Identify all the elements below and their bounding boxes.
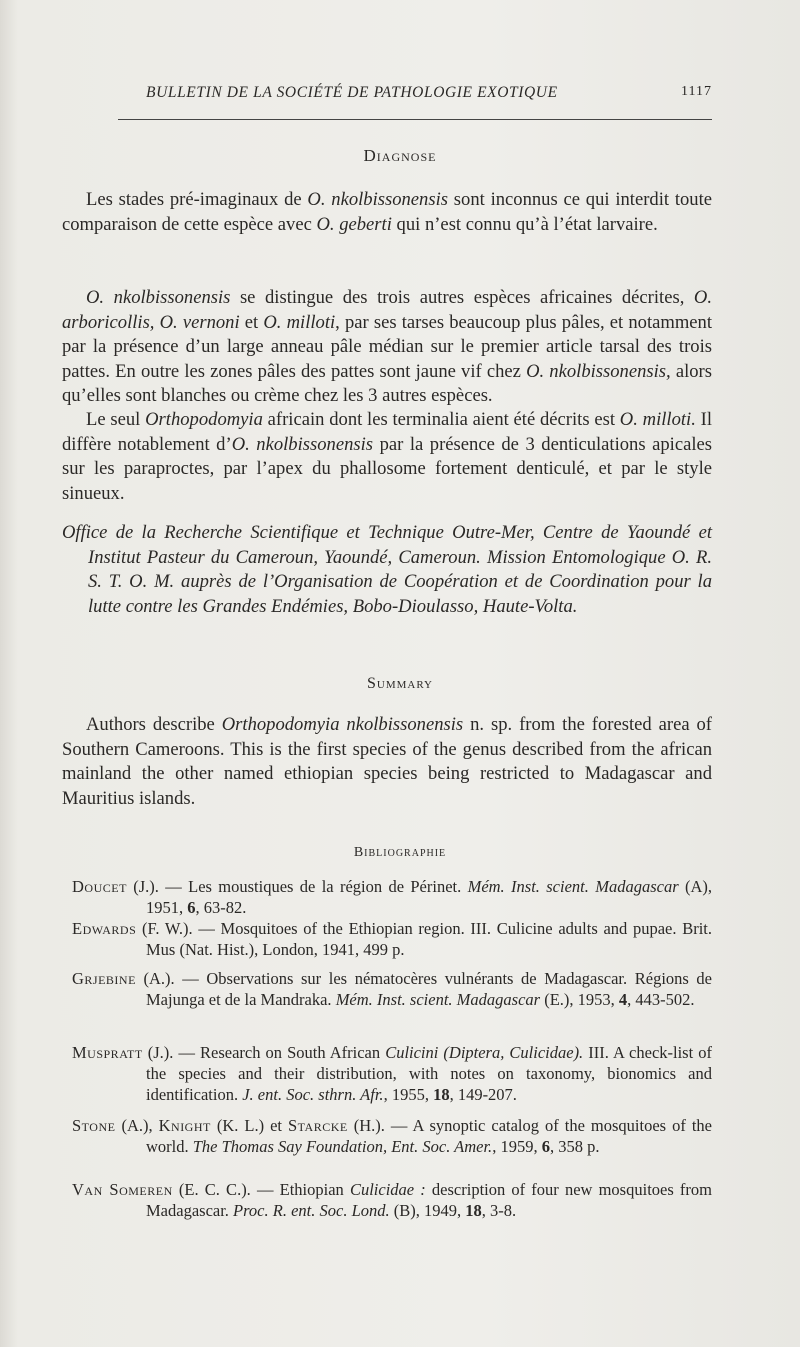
diagnose-paragraph-1: Les stades pré-imaginaux de O. nkolbissonensis sont inconnus ce qui interdit toute comparaison de cette espèce avec O. geberti qui n’est connu qu’à l’état larvaire. [62,189,712,235]
bibliography-heading: Bibliographie [353,845,447,860]
diagnose-paragraph-3: Le seul Orthopodomyia africain dont les terminalia aient été décrits est O. milloti. Il diffère notablement d’O. nkolbissonensis par la présence de 3 denticulations apicales sur les paraproctes, par l’apex du phallosome fortement denticulé, et par le style sinueux. [62,409,713,504]
reference-doucet: Doucet (J.). — Les moustiques de la région de Périnet. Mém. Inst. scient. Madagascar (A), 1951, 6, 63-82. [72,877,712,917]
summary-heading: Summary [366,675,434,692]
reference-edwards: Edwards (F. W.). — Mosquitoes of the Ethiopian region. III. Culicine adults and pupae. Brit. Mus (Nat. Hist.), London, 1941, 499 p. [72,919,712,959]
diagnose-paragraph-2: O. nkolbissonensis se distingue des trois autres espèces africaines décrites, O. arboricollis, O. vernoni et O. milloti, par ses tarses beaucoup plus pâles, et notamment par la présence d’un large anneau pâle médian sur le premier article tarsal des trois pattes. En outre les zones pâles des pattes sont jaune vif chez O. nkolbissonensis, alors qu’elles sont blanches ou crème chez les 3 autres espèces. [62,287,713,406]
diagnose-heading: Diagnose [363,146,437,165]
reference-van-someren: Van Someren (E. C. C.). — Ethiopian Culicidae : description of four new mosquitoes from Madagascar. Proc. R. ent. Soc. Lond. (B), 1949, 18, 3-8. [72,1180,713,1220]
reference-grjebine: Grjebine (A.). — Observations sur les nématocères vulnérants de Madagascar. Régions de Majunga et de la Mandraka. Mém. Inst. scient. Madagascar (E.), 1953, 4, 443-502. [72,969,712,1009]
page-number: 1117 [681,84,712,99]
header-rule [118,119,712,120]
reference-muspratt: Muspratt (J.). — Research on South African Culicini (Diptera, Culicidae). III. A check-list of the species and their distribution, with notes on taxonomy, bionomics and identification. J. ent. Soc. sthrn. Afr., 1955, 18, 149-207. [72,1043,712,1104]
journal-title: BULLETIN DE LA SOCIÉTÉ DE PATHOLOGIE EXOTIQUE [146,84,558,101]
reference-stone: Stone (A.), Knight (K. L.) et Starcke (H.). — A synoptic catalog of the mosquitoes of the world. The Thomas Say Foundation, Ent. Soc. Amer., 1959, 6, 358 p. [72,1116,712,1156]
affiliation: Office de la Recherche Scientifique et Technique Outre-Mer, Centre de Yaoundé et Institut Pasteur du Cameroun, Yaoundé, Cameroun. Mission Entomologique O. R. S. T. O. M. auprès de l’Organisation de Coopération et de Coordination pour la lutte contre les Grandes Endémies, Bobo-Dioulasso, Haute-Volta. [62,522,712,617]
summary-paragraph: Authors describe Orthopodomyia nkolbissonensis n. sp. from the forested area of Southern Cameroons. This is the first species of the genus described from the african mainland the other named ethiopian species being restricted to Madagascar and Mauritius islands. [62,714,712,809]
